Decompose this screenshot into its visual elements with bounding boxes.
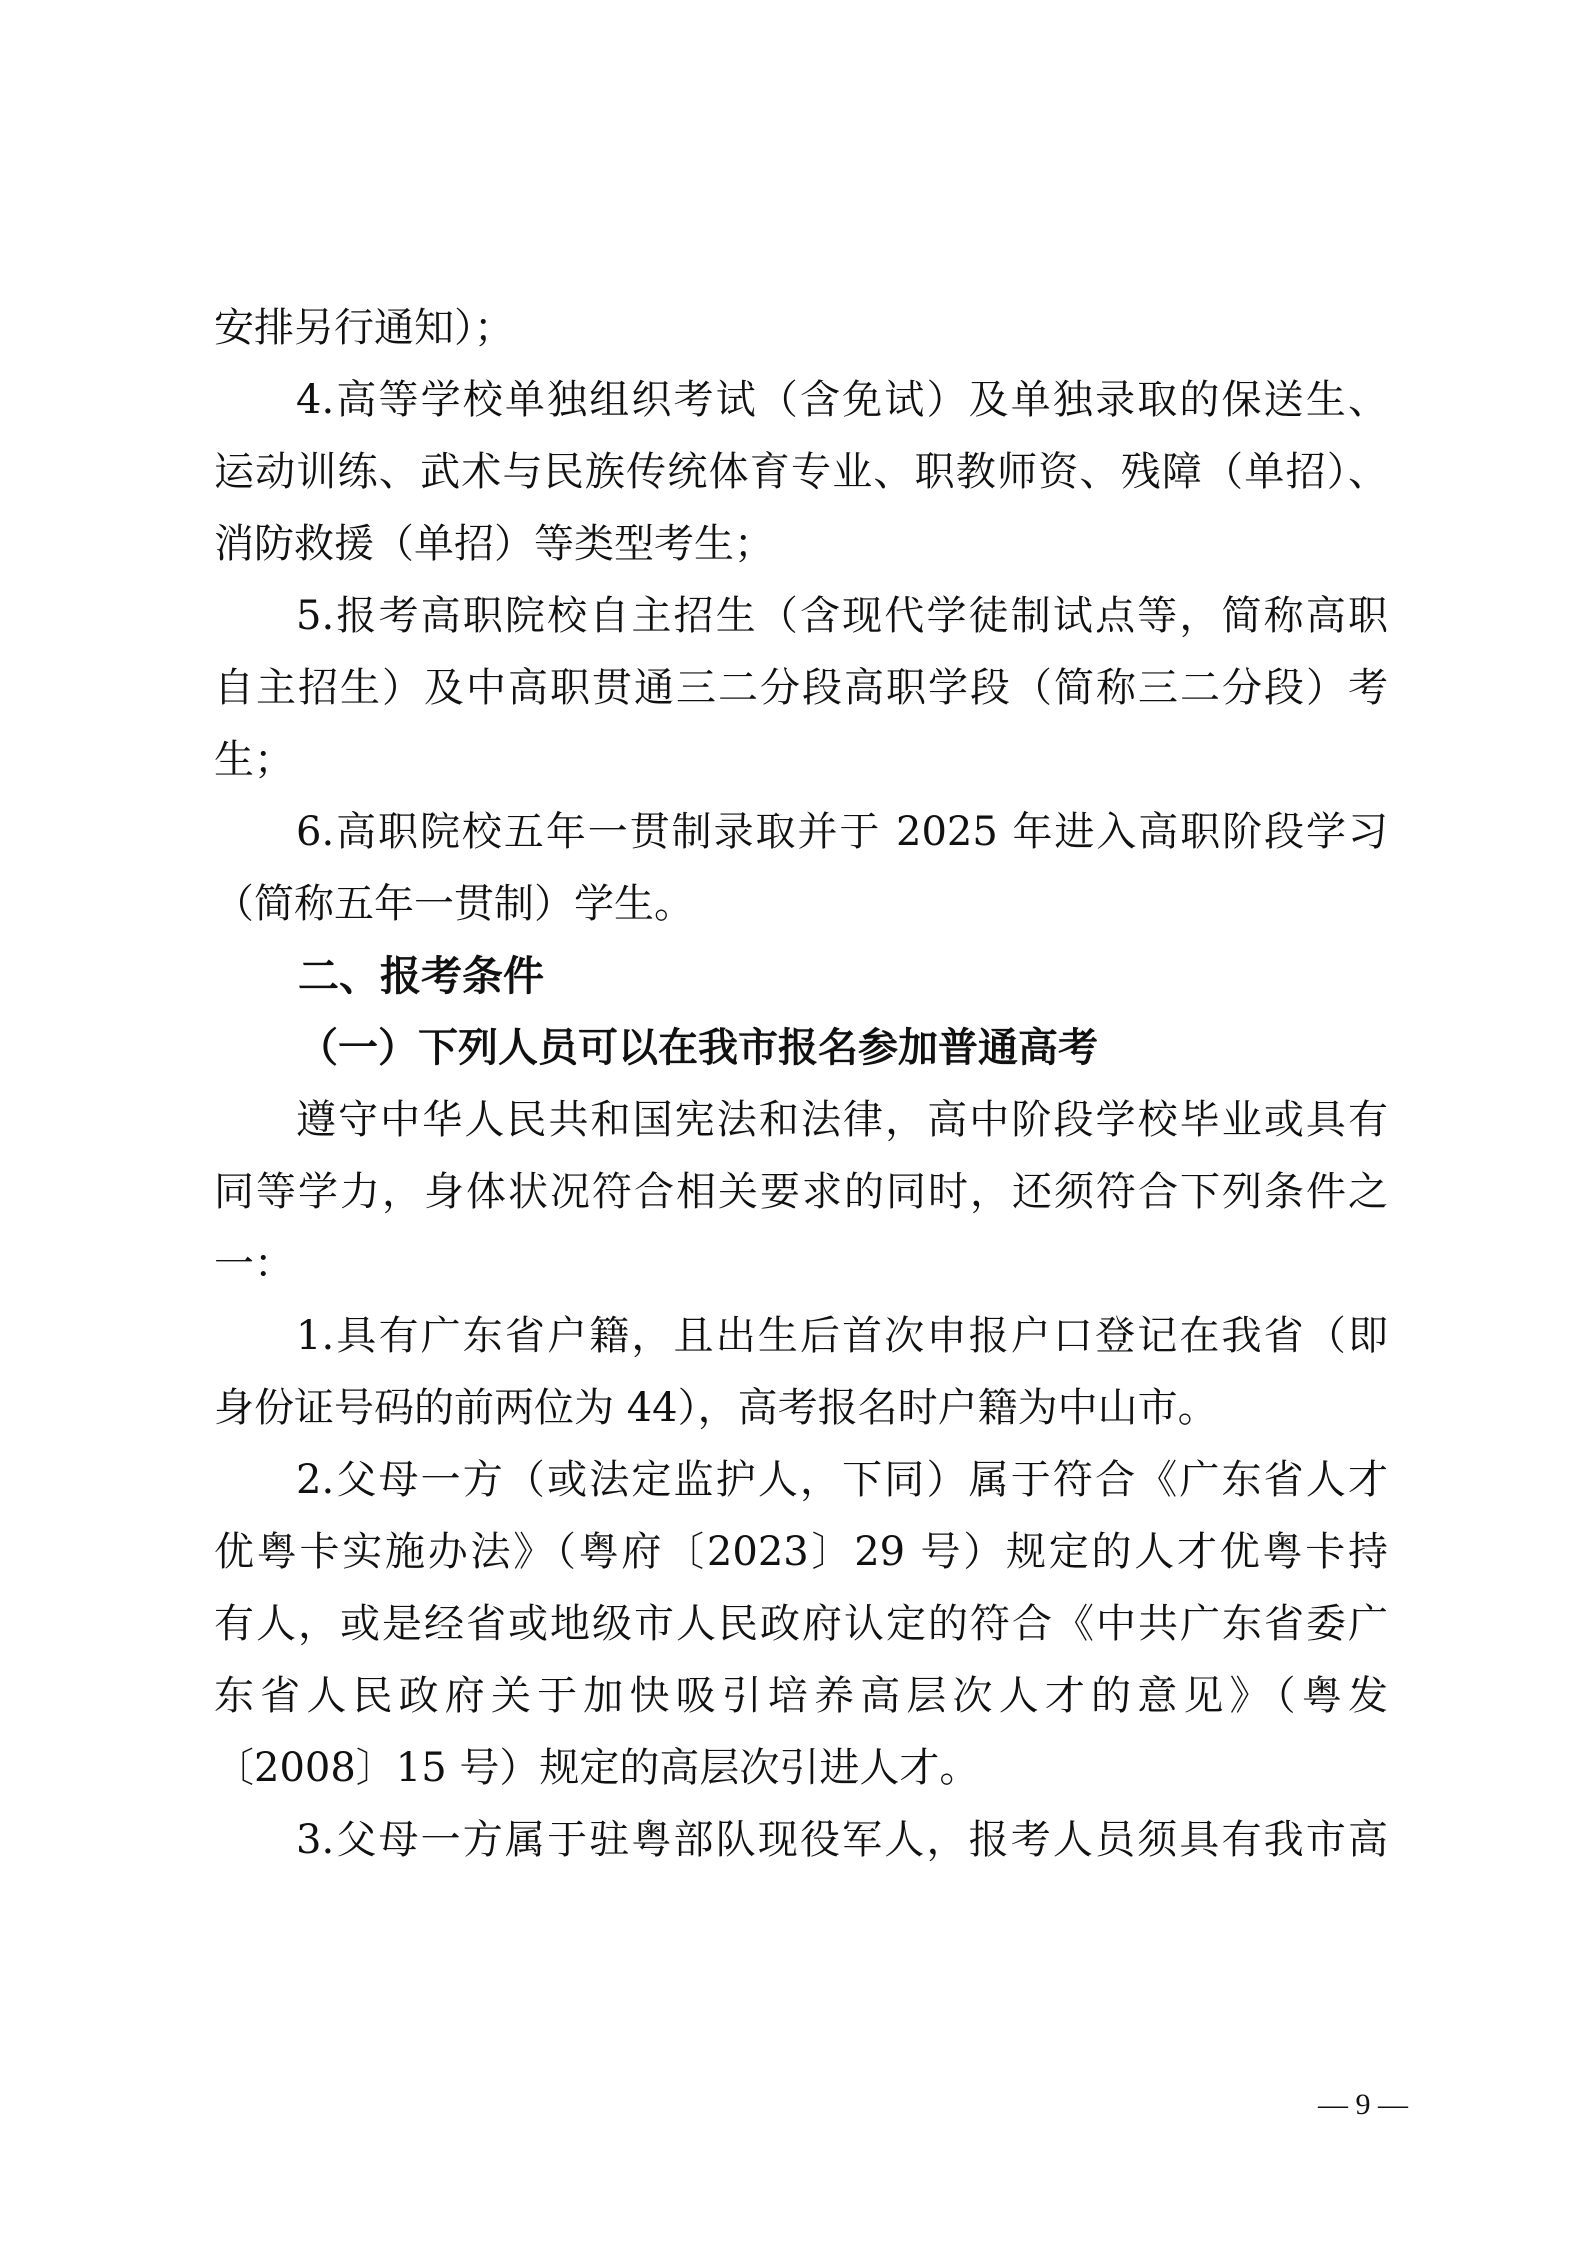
text-line-18: 优粤卡实施办法》（粤府〔2023〕29 号）规定的人才优粤卡持 xyxy=(214,1529,1388,1575)
text-line-7: 生； xyxy=(214,737,294,783)
text-line-14: 一： xyxy=(214,1241,294,1287)
page-number: — 9 — xyxy=(1318,2088,1408,2121)
subsection-heading: （一）下列人员可以在我市报名参加普通高考 xyxy=(298,1024,1098,1071)
text-line-16: 身份证号码的前两位为 44），高考报名时户籍为中山市。 xyxy=(214,1385,1218,1431)
text-line-6: 自主招生）及中高职贯通三二分段高职学段（简称三二分段）考 xyxy=(214,665,1388,711)
text-line-13: 同等学力，身体状况符合相关要求的同时，还须符合下列条件之 xyxy=(214,1169,1388,1215)
text-line-20: 东省人民政府关于加快吸引培养高层次人才的意见》（粤发 xyxy=(214,1673,1388,1719)
text-line-19: 有人，或是经省或地级市人民政府认定的符合《中共广东省委广 xyxy=(214,1601,1388,1647)
text-line-4: 消防救援（单招）等类型考生； xyxy=(214,521,774,567)
text-line-1: 安排另行通知）； xyxy=(214,305,514,351)
text-line-3: 运动训练、武术与民族传统体育专业、职教师资、残障（单招）、 xyxy=(214,449,1388,495)
text-line-2: 4.高等学校单独组织考试（含免试）及单独录取的保送生、 xyxy=(296,377,1388,423)
text-line-21: 〔2008〕15 号）规定的高层次引进人才。 xyxy=(214,1745,980,1791)
text-line-22: 3.父母一方属于驻粤部队现役军人，报考人员须具有我市高 xyxy=(296,1817,1388,1863)
text-line-8: 6.高职院校五年一贯制录取并于 2025 年进入高职阶段学习 xyxy=(296,809,1388,855)
text-line-5: 5.报考高职院校自主招生（含现代学徒制试点等，简称高职 xyxy=(296,593,1388,639)
section-heading: 二、报考条件 xyxy=(298,952,544,1000)
text-line-12: 遵守中华人民共和国宪法和法律，高中阶段学校毕业或具有 xyxy=(296,1097,1388,1143)
text-line-17: 2.父母一方（或法定监护人，下同）属于符合《广东省人才 xyxy=(296,1457,1388,1503)
text-line-9: （简称五年一贯制）学生。 xyxy=(214,881,694,927)
text-line-15: 1.具有广东省户籍，且出生后首次申报户口登记在我省（即 xyxy=(296,1313,1388,1359)
